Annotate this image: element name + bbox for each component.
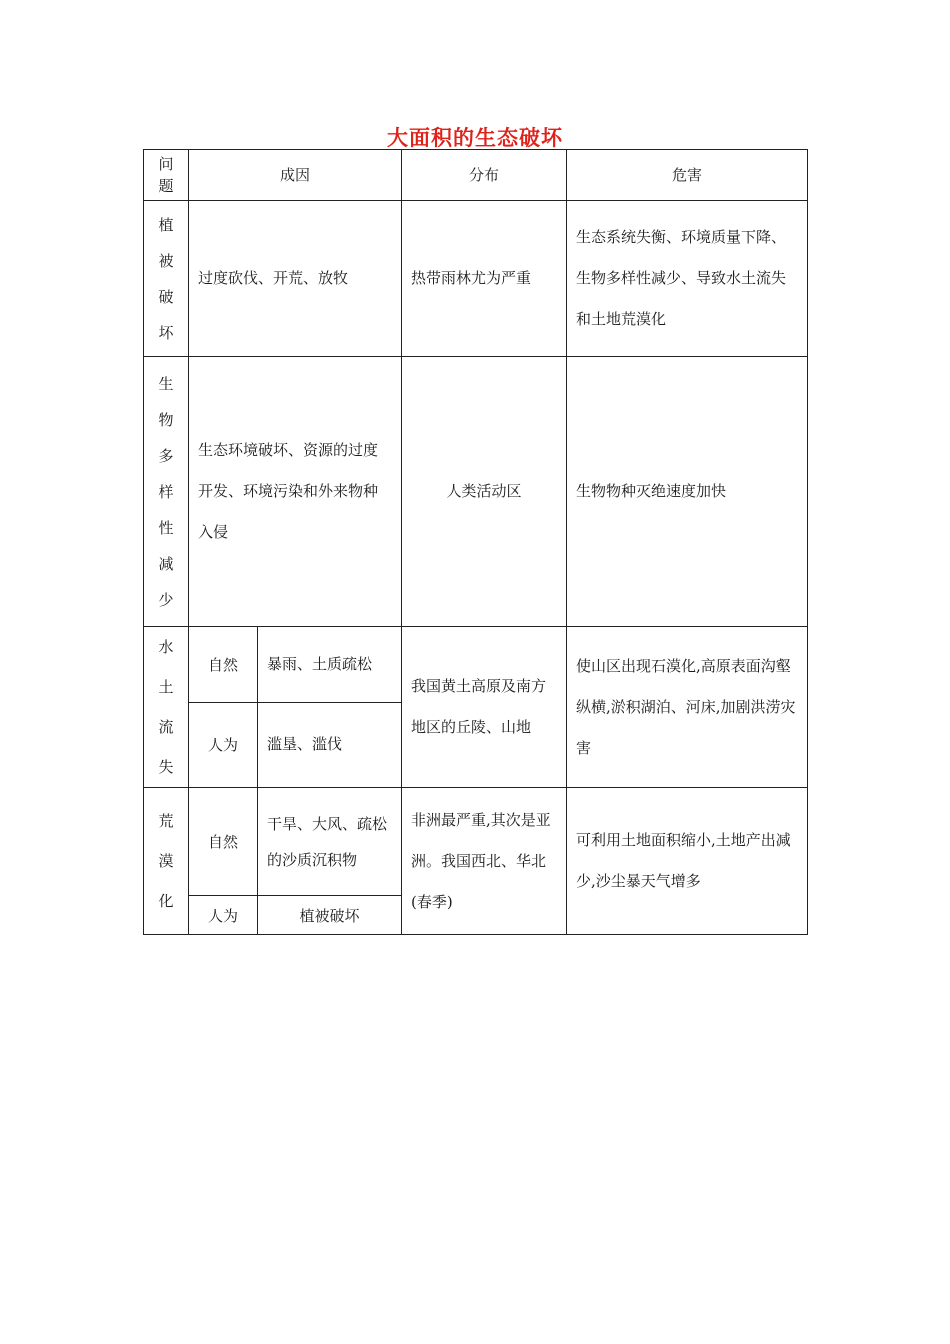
problem-biodiversity: 生 物 多 样 性 减 少: [144, 357, 189, 627]
header-distribution: 分布: [402, 150, 567, 201]
harm-soil-erosion: 使山区出现石漠化,高原表面沟壑纵横,淤积湖泊、河床,加剧洪涝灾害: [567, 627, 808, 788]
page-title: 大面积的生态破坏: [387, 125, 563, 150]
cause-biodiversity: 生态环境破坏、资源的过度开发、环境污染和外来物种入侵: [189, 357, 402, 627]
desert-human-label: 人为: [189, 896, 258, 935]
table-row: [144, 788, 808, 896]
soil-natural-cause: 暴雨、土质疏松: [258, 627, 402, 703]
distribution-biodiversity: 人类活动区: [402, 357, 567, 627]
table-row: [144, 627, 808, 703]
table-row: [144, 357, 808, 627]
harm-biodiversity: 生物物种灭绝速度加快: [567, 357, 808, 627]
distribution-vegetation: 热带雨林尤为严重: [402, 201, 567, 357]
header-row: [144, 150, 808, 201]
problem-desertification: 荒 漠 化: [144, 788, 189, 935]
header-problem: 问 题: [144, 150, 189, 201]
problem-soil-erosion: 水 土 流 失: [144, 627, 189, 788]
table-row: [144, 201, 808, 357]
distribution-soil-erosion: 我国黄土高原及南方地区的丘陵、山地: [402, 627, 567, 788]
soil-natural-label: 自然: [189, 627, 258, 703]
header-cause: 成因: [189, 150, 402, 201]
cause-vegetation: 过度砍伐、开荒、放牧: [189, 201, 402, 357]
soil-human-cause: 滥垦、滥伐: [258, 702, 402, 787]
harm-vegetation: 生态系统失衡、环境质量下降、生物多样性减少、导致水土流失和土地荒漠化: [567, 201, 808, 357]
problem-vegetation: 植 被 破 坏: [144, 201, 189, 357]
desert-human-cause: 植被破坏: [258, 896, 402, 935]
desert-natural-cause: 干旱、大风、疏松的沙质沉积物: [258, 788, 402, 896]
soil-human-label: 人为: [189, 702, 258, 787]
eco-damage-table: [143, 149, 808, 935]
desert-natural-label: 自然: [189, 788, 258, 896]
harm-desertification: 可利用土地面积缩小,土地产出减少,沙尘暴天气增多: [567, 788, 808, 935]
header-harm: 危害: [567, 150, 808, 201]
distribution-desertification: 非洲最严重,其次是亚洲。我国西北、华北(春季): [402, 788, 567, 935]
